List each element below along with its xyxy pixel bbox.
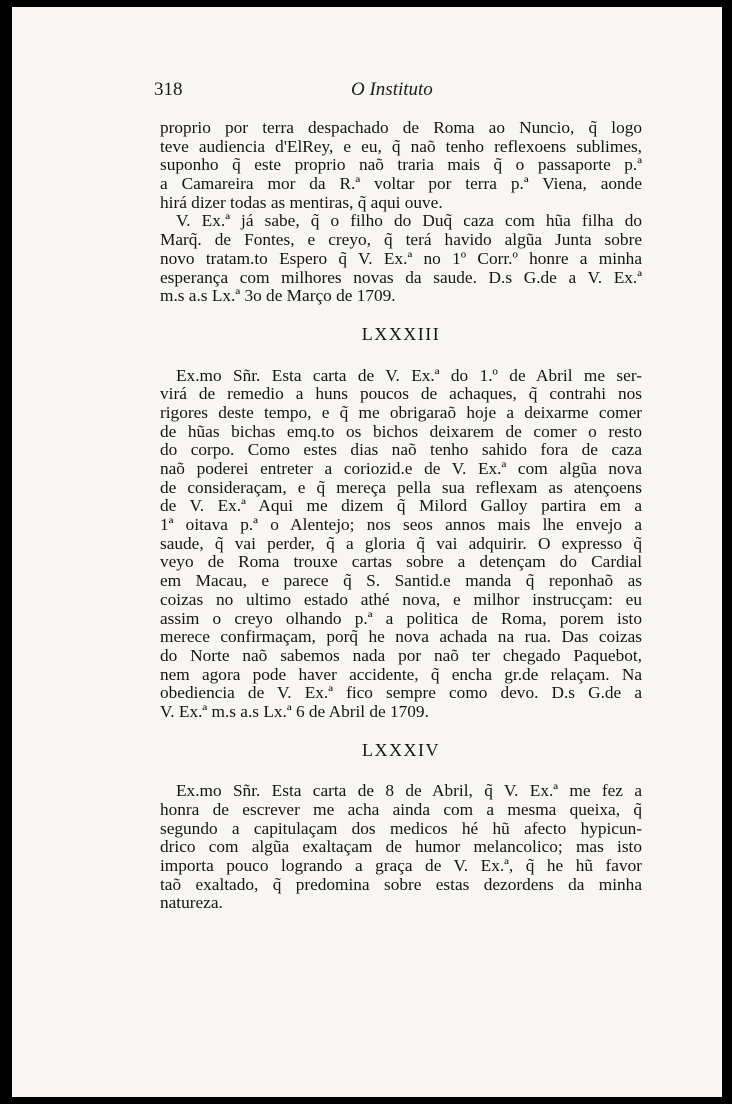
text-line: esperança com milhores novas da saude. D.s G.de a V. Ex.ª (160, 267, 642, 287)
text-line: taõ exaltado, q̃ predomina sobre estas dezordens da minha (160, 874, 642, 894)
text-line: obediencia de V. Ex.ª fico sempre como devo. D.s G.de a (160, 683, 642, 703)
text-line: coizas no ultimo estado athé nova, e milhor instrucçam: eu (160, 589, 642, 609)
text-line: nem agora pode haver accidente, q̃ encha gr.de relaçam. Na (160, 664, 642, 684)
letter-heading-lxxxiii: LXXXIII (361, 323, 441, 344)
text-line: de V. Ex.ª Aqui me dizem q̃ Milord Galloy partira em a (160, 496, 642, 516)
letter-heading-lxxxiv: LXXXIV (362, 739, 440, 760)
text-line: Marq̃. de Fontes, e creyo, q̃ terá havido algũa Junta sobre (160, 230, 642, 250)
book-page (12, 7, 722, 1097)
text-line: V. Ex.ª já sabe, q̃ o filho do Duq̃ caza com hũa filha do (176, 211, 642, 231)
page-number: 318 (154, 79, 183, 100)
text-line: de hũas bichas emq.to os bichos deixarem de comer o resto (160, 421, 642, 441)
text-line: natureza. (160, 893, 223, 913)
text-line: virá de remedio a huns poucos de achaques, q̃ contrahi nos (160, 384, 642, 404)
text-line: honra de escrever me acha ainda com a mesma queixa, q̃ (160, 800, 642, 819)
text-line: 1ª oitava p.ª o Alentejo; nos seos annos mais lhe envejo a (160, 515, 642, 535)
text-line: saude, q̃ vai perder, q̃ a gloria q̃ vai adquirir. O expresso q̃ (160, 533, 642, 553)
text-line: proprio por terra despachado de Roma ao Nuncio, q̃ logo (160, 118, 642, 137)
text-line: a Camareira mor da R.ª voltar por terra p.ª Viena, aonde (160, 174, 642, 194)
letter-lxxxiv (160, 782, 642, 913)
journal-title: O Instituto (351, 79, 433, 100)
text-line: em Macau, e parece q̃ S. Santid.e manda q̃ reponhaõ as (160, 571, 642, 591)
text-line: hirá dizer todas as mentiras, q̃ aqui ouve. (160, 192, 443, 212)
text-line: veyo de Roma trouxe cartas sobre a detençam do Cardial (160, 552, 642, 572)
text-line: do corpo. Como estes dias naõ tenho sahido fora de caza (160, 440, 642, 460)
text-block (160, 119, 642, 913)
text-line: do Norte naõ sabemos nada por naõ ter chegado Paquebot, (160, 645, 642, 665)
text-line: Ex.mo Sñr. Esta carta de V. Ex.ª do 1.º de Abril me ser- (176, 365, 642, 385)
text-line: assim o creyo olhando p.ª a politica de Roma, porem isto (160, 608, 642, 628)
letter-lxxxiii (160, 367, 642, 722)
text-line: merece confirmaçam, porq̃ he nova achada na rua. Das coizas (160, 627, 642, 647)
letter-continued (160, 119, 642, 306)
text-line: suponho q̃ este proprio naõ traria mais q̃ o passaporte p.ª (160, 155, 642, 175)
text-line: teve audiencia d'ElRey, e eu, q̃ naõ tenho reflexoens sublimes, (160, 136, 642, 156)
text-line: novo tratam.to Espero q̃ V. Ex.ª no 1º Corr.º honre a minha (160, 248, 642, 268)
text-line: rigores deste tempo, e q̃ me obrigaraõ hoje a deixarme comer (160, 402, 642, 422)
text-line: naõ poderei entreter a coriozid.e de V. Ex.ª com algũa nova (160, 459, 642, 478)
text-line: segundo a capitulaçam dos medicos hé hũ afecto hypicun- (160, 818, 642, 838)
text-line: importa pouco logrando a graça de V. Ex.ª, q̃ he hũ favor (160, 856, 642, 876)
running-head (154, 79, 634, 105)
text-line: drico com algũa exaltaçam de humor melancolico; mas isto (160, 837, 642, 857)
text-line: de consideraçam, e q̃ mereça pella sua reflexam as atençoens (160, 477, 642, 497)
text-line: Ex.mo Sñr. Esta carta de 8 de Abril, q̃ V. Ex.ª me fez a (176, 781, 642, 801)
text-line: V. Ex.ª m.s a.s Lx.ª 6 de Abril de 1709. (160, 701, 429, 721)
text-line: m.s a.s Lx.ª 3o de Março de 1709. (160, 286, 396, 306)
